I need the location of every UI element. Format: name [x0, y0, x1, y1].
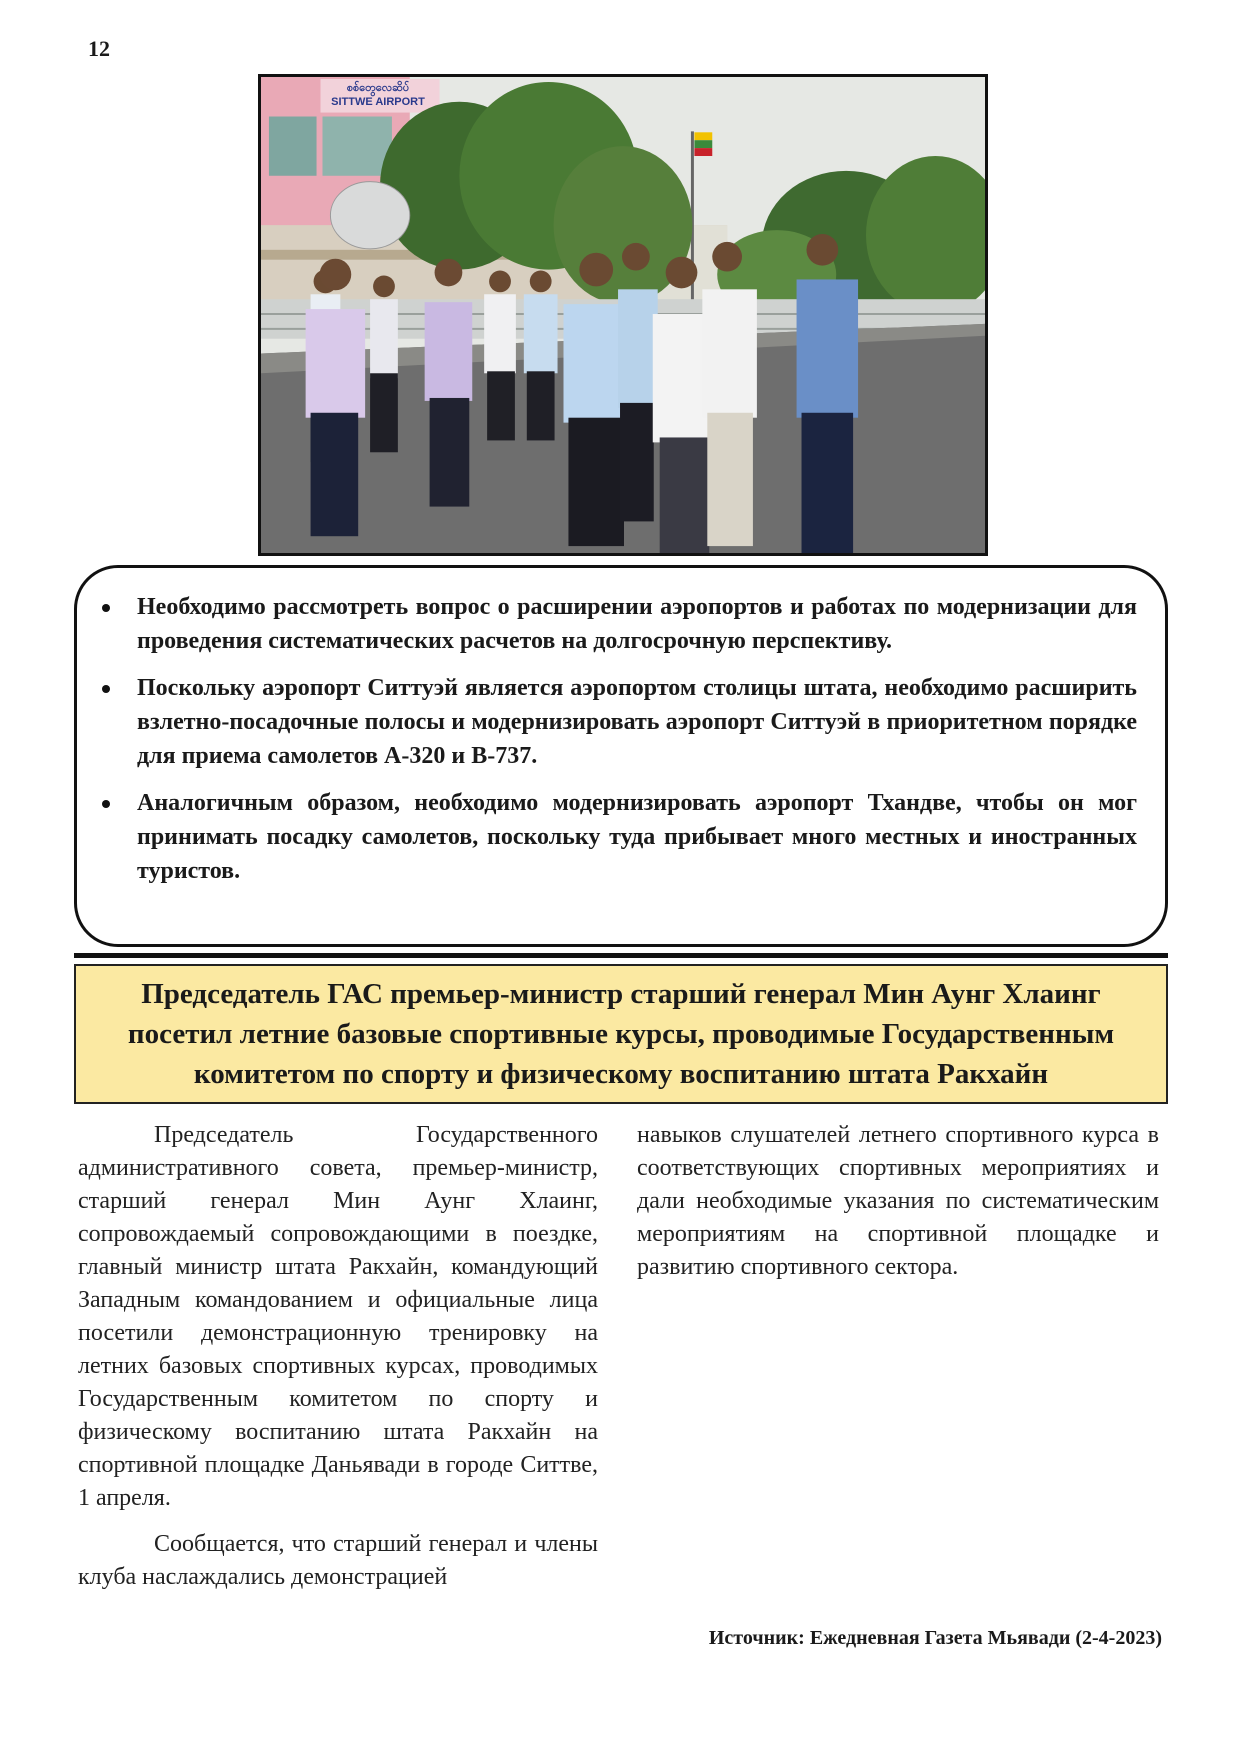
article-paragraph: навыков слушателей летнего спортивного курса в соответствующих спортивных мероприятиях и дали необходимые указания по систематическим мероприятиям на спортивной площадке и развитию спортивного сектора.	[637, 1122, 1159, 1280]
news-photo	[258, 74, 988, 556]
bullet-icon	[102, 800, 110, 808]
article-paragraph: Председатель Государственного административного совета, премьер-министр, старший генерал Мин Аунг Хлаинг, сопровождаемый сопровождающими в поездке, главный министр штата Ракхайн, командующий Западным командованием и официальные лица посетили демонстрационную тренировку на летних базовых спортивных курсах, проводимых Государственным комитетом по спорту и физическому воспитанию штата Ракхайн на спортивной площадке Даньявади в городе Ситтве, 1 апреля.	[78, 1122, 598, 1511]
key-points-list	[137, 590, 1137, 888]
article-paragraph: Сообщается, что старший генерал и члены клуба наслаждались демонстрацией	[78, 1531, 598, 1590]
key-points-box	[74, 565, 1168, 947]
airport-sign: စစ်တွေလေဆိပ် SITTWE AIRPORT	[331, 82, 425, 108]
airport-visit-illustration	[261, 77, 985, 553]
article-headline: Председатель ГАС премьер-министр старший генерал Мин Аунг Хлаинг посетил летние базовые спортивные курсы, проводимые Государственным комитетом по спорту и физическому воспитанию штата Ракхайн	[74, 964, 1168, 1104]
article-column-left	[78, 1119, 598, 1607]
bullet-icon	[102, 685, 110, 693]
key-point: Необходимо рассмотреть вопрос о расширении аэропортов и работах по модернизации для проведения систематических расчетов на долгосрочную перспективу.	[137, 590, 1137, 658]
key-point: Поскольку аэропорт Ситтуэй является аэропортом столицы штата, необходимо расширить взлетно-посадочные полосы и модернизировать аэропорт Ситтуэй в приоритетном порядке для приема самолетов А-320 и B-737.	[137, 671, 1137, 773]
page-number: 12	[88, 36, 110, 61]
key-point: Аналогичным образом, необходимо модернизировать аэропорт Тхандве, чтобы он мог принимать посадку самолетов, поскольку туда прибывает много местных и иностранных туристов.	[137, 786, 1137, 888]
bullet-icon	[102, 604, 110, 612]
section-divider	[74, 953, 1168, 958]
article-column-right	[637, 1119, 1159, 1297]
source-credit: Источник: Ежедневная Газета Мьявади (2-4-2023)	[708, 1627, 1162, 1649]
